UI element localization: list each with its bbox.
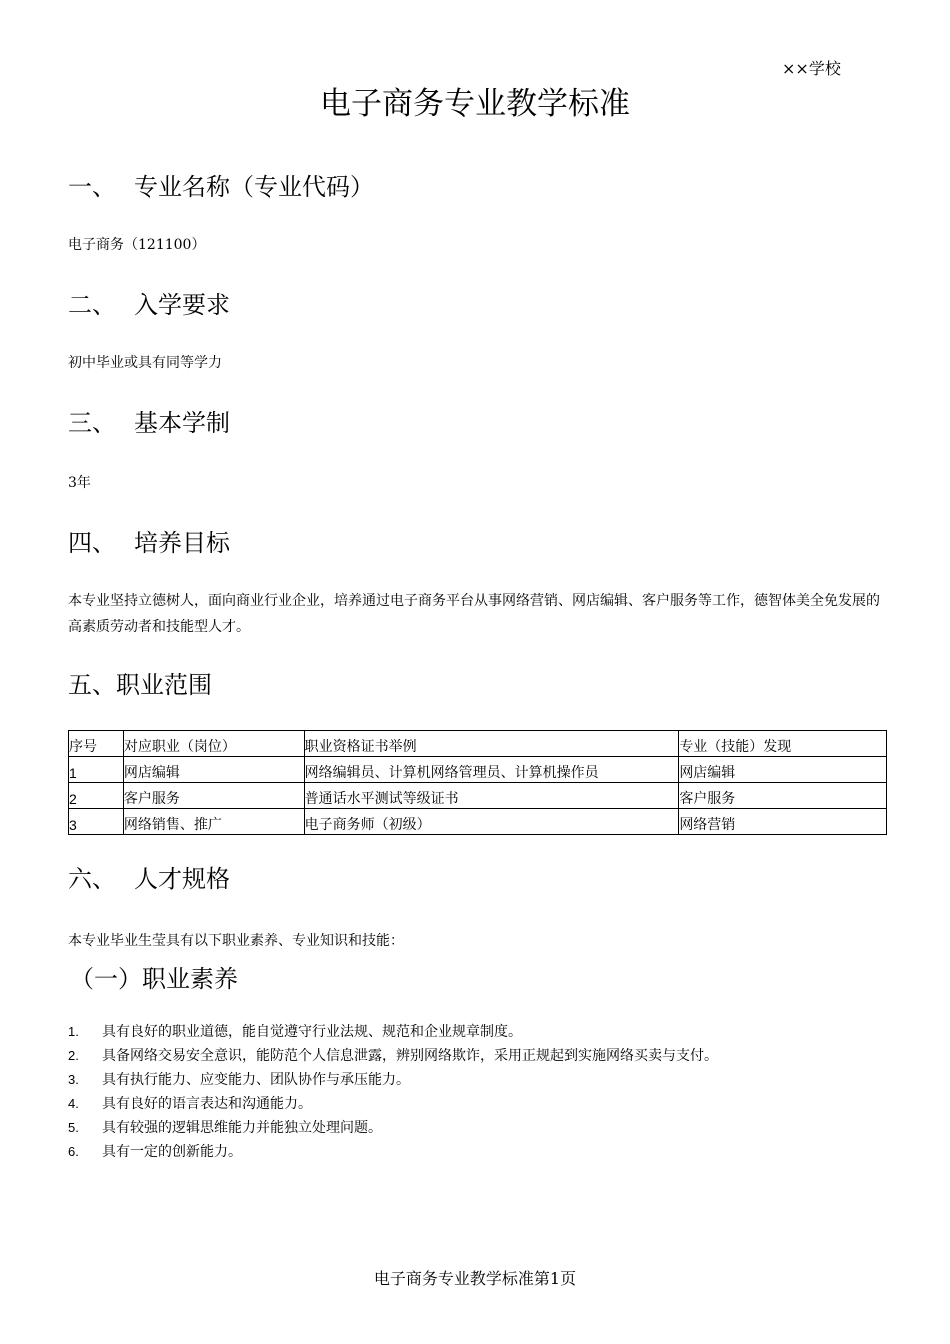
list-text: 具有较强的逻辑思维能力并能独立处理问题。 [102, 1120, 382, 1136]
list-number: 2. [68, 1048, 79, 1063]
list-number: 6. [68, 1144, 79, 1159]
list-text: 具有执行能力、应变能力、团队协作与承压能力。 [102, 1072, 410, 1088]
section-body-1: 电子商务（121100） [68, 237, 206, 253]
section-title: 培养目标 [134, 529, 230, 557]
section-heading-2 [68, 288, 230, 322]
table-cell: 网店编辑 [679, 757, 887, 783]
list-item [68, 1140, 718, 1164]
section-title: 五、职业范围 [68, 671, 212, 699]
table-cell: 1 [69, 757, 124, 783]
section-title: 人才规格 [134, 865, 230, 893]
table-cell: 网络营销 [679, 809, 887, 835]
table-header-row [69, 731, 887, 757]
list-item [68, 1092, 718, 1116]
list-text: 具备网络交易安全意识，能防范个人信息泄露，辨别网络欺诈，采用正规起到实施网络买卖与支付。 [102, 1048, 718, 1064]
list-number: 5. [68, 1120, 79, 1135]
list-text: 具有良好的职业道德，能自觉遵守行业法规、规范和企业规章制度。 [102, 1024, 522, 1040]
section-body-2: 初中毕业或具有同等学力 [68, 355, 222, 371]
section-heading-1 [68, 170, 374, 204]
section-number: 六、 [68, 865, 116, 893]
list-item [68, 1044, 718, 1068]
table-row [69, 757, 887, 783]
table-cell: 网络编辑员、计算机网络管理员、计算机操作员 [304, 757, 679, 783]
table-header-cell: 专业（技能）发现 [679, 731, 887, 757]
list-text: 具有良好的语言表达和沟通能力。 [102, 1096, 312, 1112]
section-heading-4 [68, 526, 230, 560]
section-number: 三、 [68, 409, 116, 437]
section-body-6: 本专业毕业生莹具有以下职业素养、专业知识和技能： [68, 933, 404, 949]
list-number: 3. [68, 1072, 79, 1087]
table-header-cell: 序号 [69, 731, 124, 757]
subsection-heading: （一）职业素养 [70, 965, 238, 993]
section-title: 入学要求 [134, 291, 230, 319]
section-heading-3 [68, 406, 230, 440]
table-cell: 普通话水平测试等级证书 [304, 783, 679, 809]
table-cell: 3 [69, 809, 124, 835]
list-item [68, 1020, 718, 1044]
page-footer: 电子商务专业教学标准第1页 [373, 1269, 577, 1288]
table-cell: 电子商务师（初级） [304, 809, 679, 835]
section-number: 二、 [68, 291, 116, 319]
list-item [68, 1068, 718, 1092]
list-item [68, 1116, 718, 1140]
table-row [69, 783, 887, 809]
table-header-cell: 对应职业（岗位） [123, 731, 304, 757]
list-text: 具有一定的创新能力。 [102, 1144, 242, 1160]
quality-list [68, 1020, 718, 1164]
section-title: 基本学制 [134, 409, 230, 437]
table-cell: 网店编辑 [123, 757, 304, 783]
table-cell: 2 [69, 783, 124, 809]
table-cell: 客户服务 [679, 783, 887, 809]
table-header-cell: 职业资格证书举例 [304, 731, 679, 757]
section-body-4: 本专业坚持立德树人，面向商业行业企业，培养通过电子商务平台从事网络营销、网店编辑、客户服务等工作，德智体美全免发展的高素质劳动者和技能型人才。 [68, 593, 880, 635]
section-body-3: 3年 [68, 475, 91, 491]
section-number: 四、 [68, 529, 116, 557]
table-cell: 网络销售、推广 [123, 809, 304, 835]
section-number: 一、 [68, 173, 116, 201]
table-row [69, 809, 887, 835]
list-number: 4. [68, 1096, 79, 1111]
table-cell: 客户服务 [123, 783, 304, 809]
section-heading-5 [68, 668, 212, 702]
school-name: ××学校 [782, 59, 841, 78]
document-title: 电子商务专业教学标准 [320, 86, 630, 122]
occupation-table [68, 730, 887, 835]
section-heading-6 [68, 862, 230, 896]
section-title: 专业名称（专业代码） [134, 173, 374, 201]
list-number: 1. [68, 1024, 79, 1039]
